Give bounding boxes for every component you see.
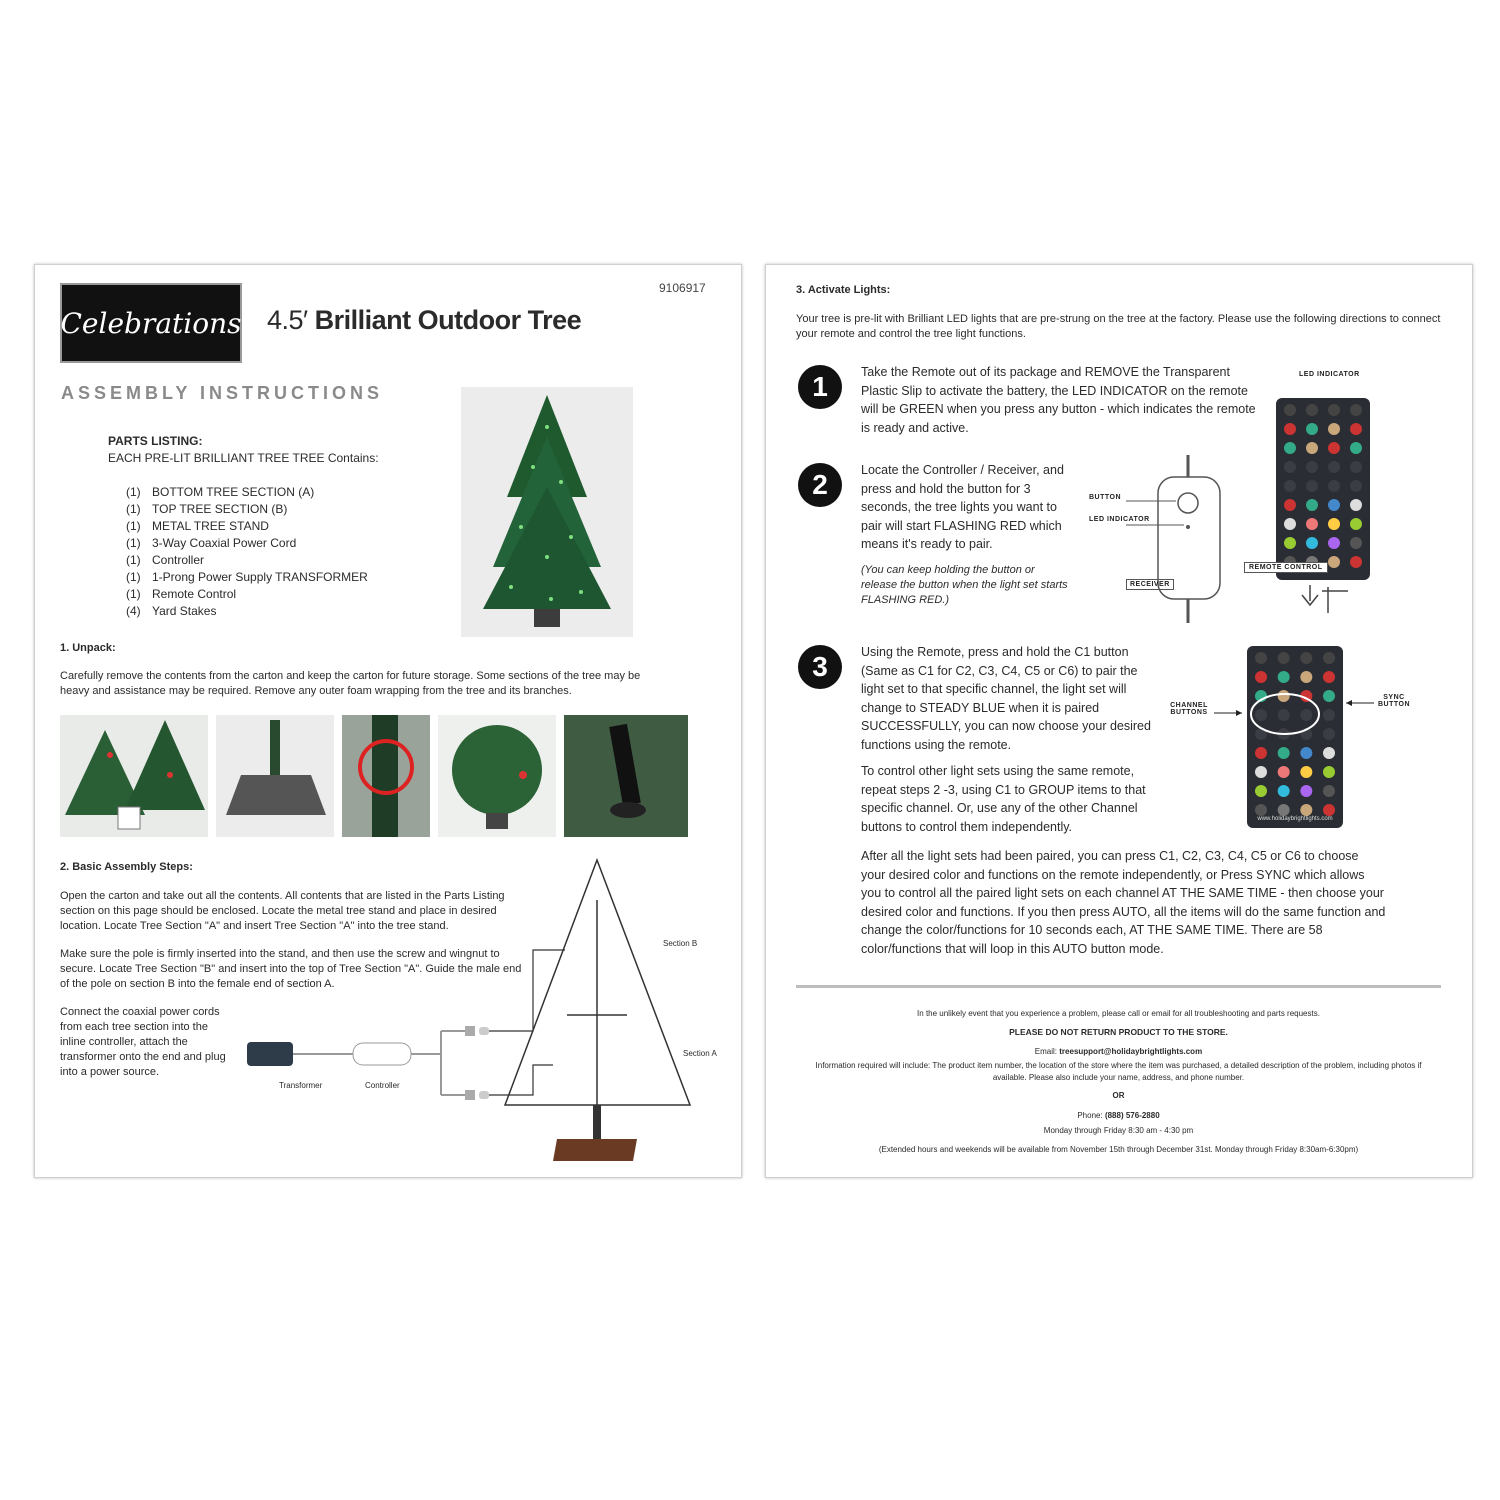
parts-heading: PARTS LISTING: xyxy=(108,434,203,448)
receiver-diagram xyxy=(1126,455,1256,625)
remote-button xyxy=(1350,480,1362,492)
remote-button xyxy=(1255,747,1267,759)
led-indicator-label: LED INDICATOR xyxy=(1299,371,1360,378)
remote-button xyxy=(1323,690,1335,702)
remote-button xyxy=(1350,423,1362,435)
remote-button xyxy=(1350,461,1362,473)
remote-control-image-2 xyxy=(1247,646,1343,828)
remote-button xyxy=(1350,404,1362,416)
footer-problem-line: In the unlikely event that you experience a problem, please call or email for all troubleshooting and parts requests. xyxy=(917,1009,1320,1018)
diagram-transformer-label: Transformer xyxy=(279,1081,323,1090)
footer-info-required: Information required will include: The product item number, the location of the store where the item was purchased, a detailed description of the problem, including photos if available. Please also include your name, address, and phone number. xyxy=(815,1061,1422,1082)
remote-button xyxy=(1284,442,1296,454)
parts-list-item: (4) Yard Stakes xyxy=(126,604,217,618)
parts-list-item: (1) Remote Control xyxy=(126,587,237,601)
step-1-number: 1 xyxy=(798,365,842,409)
remote-button xyxy=(1300,804,1312,816)
footer-hours: Monday through Friday 8:30 am - 4:30 pm xyxy=(1043,1126,1194,1135)
remote-button xyxy=(1300,747,1312,759)
unpack-photo-pole xyxy=(342,715,430,837)
instruction-page-right xyxy=(765,264,1473,1178)
title-name: Brilliant Outdoor Tree xyxy=(314,305,582,335)
remote-button xyxy=(1306,480,1318,492)
remote-button xyxy=(1255,671,1267,683)
footer-phone-number[interactable]: (888) 576-2880 xyxy=(1104,1111,1160,1120)
diagram-section-b-label: Section B xyxy=(663,939,698,948)
assembly-paragraph-1: Open the carton and take out all the contents. All contents that are listed in the Parts Listing section on this page should be enclosed. Locate the metal tree stand and place in desired location. Locate Tree Section "A" and insert Tree Section "A" into the tree stand. xyxy=(60,890,505,932)
remote-button xyxy=(1278,804,1290,816)
hand-press-icon xyxy=(1288,583,1358,617)
remote-button xyxy=(1300,785,1312,797)
assembly-steps-heading: 2. Basic Assembly Steps: xyxy=(60,861,193,873)
remote-button xyxy=(1300,709,1312,721)
parts-list-item: (1) Controller xyxy=(126,553,205,567)
remote-button xyxy=(1278,652,1290,664)
remote-button xyxy=(1284,537,1296,549)
remote-button xyxy=(1350,537,1362,549)
remote-button xyxy=(1328,499,1340,511)
footer-phone-label: Phone: xyxy=(1077,1111,1103,1120)
diagram-controller-label: Controller xyxy=(365,1081,400,1090)
remote-button xyxy=(1323,804,1335,816)
footer-phone-line xyxy=(806,1110,1431,1122)
remote-button xyxy=(1328,480,1340,492)
footer-or: OR xyxy=(1112,1091,1125,1100)
parts-list-item: (1) 3-Way Coaxial Power Cord xyxy=(126,536,297,550)
remote-button xyxy=(1350,518,1362,530)
remote-button xyxy=(1255,804,1267,816)
logo-text: Celebrations xyxy=(60,306,242,340)
remote-button xyxy=(1284,480,1296,492)
remote-button xyxy=(1284,518,1296,530)
step-3-text: Using the Remote, press and hold the C1 button (Same as C1 for C2, C3, C4, C5 or C6) to pair the light set to that specific channel, the light set will change to STEADY BLUE when it is paired SUCCESSFULLY, you can now choose your desired functions using the remote. xyxy=(861,645,1151,752)
remote-button xyxy=(1300,652,1312,664)
unpack-photo-stand xyxy=(216,715,334,837)
metal-stand-icon xyxy=(216,715,334,837)
sku-number: 9106917 xyxy=(659,281,706,295)
tree-top-icon xyxy=(438,715,556,837)
footer-email-label: Email: xyxy=(1034,1047,1058,1056)
remote-button xyxy=(1323,709,1335,721)
parts-list-item: (1) 1-Prong Power Supply TRANSFORMER xyxy=(126,570,368,584)
footer-divider xyxy=(796,985,1441,988)
assembly-diagram xyxy=(235,855,725,1165)
step-2-text: Locate the Controller / Receiver, and press and hold the button for 3 seconds, the tree lights you want to pair will start FLASHING RED which means it's ready to pair. xyxy=(861,463,1064,551)
remote-button xyxy=(1278,747,1290,759)
remote-url: www.holidaybrightlights.com xyxy=(1257,816,1333,822)
parts-list-item: (1) TOP TREE SECTION (B) xyxy=(126,502,288,516)
footer-email-link[interactable]: treesupport@holidaybrightlights.com xyxy=(1059,1047,1203,1056)
channel-buttons-label: CHANNEL BUTTONS xyxy=(1170,702,1208,716)
unpack-photo-cord xyxy=(564,715,688,837)
tree-sections-icon xyxy=(60,715,208,837)
title-size: 4.5′ xyxy=(267,305,308,335)
step-3-number: 3 xyxy=(798,645,842,689)
parts-list xyxy=(126,483,456,619)
remote-control-image xyxy=(1276,398,1370,580)
unpack-text: Carefully remove the contents from the carton and keep the carton for future storage. Some sections of the tree may be heavy and assistance may be required. Remove any outer foam wrapping from the tree and its branches. xyxy=(60,670,641,697)
parts-list-item: (1) BOTTOM TREE SECTION (A) xyxy=(126,485,315,499)
receiver-label: RECEIVER xyxy=(1126,579,1174,590)
step-2-note: (You can keep holding the button or release the button when the light set starts FLASHING RED.) xyxy=(861,564,1068,606)
remote-button xyxy=(1278,671,1290,683)
remote-button xyxy=(1278,766,1290,778)
remote-button xyxy=(1323,766,1335,778)
parts-list-item: (1) METAL TREE STAND xyxy=(126,519,269,533)
remote-button xyxy=(1255,652,1267,664)
parts-intro: EACH PRE-LIT BRILLIANT TREE TREE Contains: xyxy=(108,451,379,465)
remote-button xyxy=(1255,785,1267,797)
remote-button xyxy=(1328,404,1340,416)
led-indicator-label-receiver: LED INDICATOR xyxy=(1089,516,1150,523)
remote-icon xyxy=(1276,398,1370,580)
assembly-paragraph-2: Make sure the pole is firmly inserted into the stand, and then use the screw and wingnut to secure. Locate Tree Section "B" and insert into the top of Tree Section "A". Guide the male end of the pole on section B into the female end of section A. xyxy=(60,948,522,990)
remote-control-label: REMOTE CONTROL xyxy=(1244,562,1328,573)
remote-button xyxy=(1323,785,1335,797)
remote-button xyxy=(1323,671,1335,683)
unpack-photo-top xyxy=(438,715,556,837)
footer-extended-hours: (Extended hours and weekends will be available from November 15th through December 31st. Monday through Friday 8:30am-6:30pm) xyxy=(878,1145,1359,1154)
remote-button xyxy=(1323,652,1335,664)
assembly-heading: ASSEMBLY INSTRUCTIONS xyxy=(61,383,384,403)
remote-button xyxy=(1328,537,1340,549)
remote-button xyxy=(1328,556,1340,568)
remote-button xyxy=(1255,766,1267,778)
remote-button xyxy=(1328,461,1340,473)
remote-button xyxy=(1306,461,1318,473)
sync-button-label: SYNC BUTTON xyxy=(1377,694,1411,708)
remote-button xyxy=(1306,423,1318,435)
remote-button xyxy=(1278,785,1290,797)
remote-button xyxy=(1306,518,1318,530)
remote-button xyxy=(1328,518,1340,530)
tree-icon xyxy=(461,387,633,637)
footer-do-not-return: PLEASE DO NOT RETURN PRODUCT TO THE STORE. xyxy=(1009,1027,1228,1037)
remote-button xyxy=(1300,671,1312,683)
button-label: BUTTON xyxy=(1089,494,1122,501)
remote-icon-2 xyxy=(1247,646,1343,828)
activate-heading: 3. Activate Lights: xyxy=(796,284,891,296)
remote-button xyxy=(1278,690,1290,702)
remote-button xyxy=(1284,499,1296,511)
activate-intro: Your tree is pre-lit with Brilliant LED lights that are pre-strung on the tree at the factory. Please use the following directions to connect your remote and control the tree light functions. xyxy=(796,313,1441,340)
unpack-heading: 1. Unpack: xyxy=(60,642,116,654)
celebrations-logo xyxy=(60,283,242,363)
remote-button xyxy=(1278,709,1290,721)
step-1-text: Take the Remote out of its package and REMOVE the Transparent Plastic Slip to activate the battery, the LED INDICATOR on the remote will be GREEN when you press any button - which indicates the remote is ready and active. xyxy=(861,365,1256,435)
transformer-icon xyxy=(247,1042,293,1066)
remote-button xyxy=(1350,556,1362,568)
arrow-right-icon xyxy=(1214,708,1244,718)
instruction-page-left xyxy=(34,264,742,1178)
remote-button xyxy=(1306,537,1318,549)
pole-insert-icon xyxy=(342,715,430,837)
footer-email-line xyxy=(806,1046,1431,1058)
unpack-photo-sections xyxy=(60,715,208,837)
step-3-text-2: To control other light sets using the same remote, repeat steps 2 -3, using C1 to GROUP items to that specific channel. Or, use any of the other Channel buttons to control them independently. xyxy=(861,764,1146,834)
remote-button xyxy=(1306,442,1318,454)
remote-button xyxy=(1284,423,1296,435)
remote-button xyxy=(1284,461,1296,473)
remote-button xyxy=(1284,404,1296,416)
diagram-section-a-label: Section A xyxy=(683,1049,717,1058)
arrow-left-icon xyxy=(1344,698,1374,708)
remote-button xyxy=(1323,728,1335,740)
assembly-paragraph-3: Connect the coaxial power cords from each tree section into the inline controller, attach the transformer onto the end and plug into a power source. xyxy=(60,1006,226,1078)
tree-photo xyxy=(461,387,633,637)
power-cord-icon xyxy=(564,715,688,837)
remote-button xyxy=(1300,766,1312,778)
tree-stand-icon xyxy=(553,1139,637,1161)
controller-icon xyxy=(353,1043,411,1065)
remote-button xyxy=(1328,442,1340,454)
remote-button xyxy=(1328,423,1340,435)
remote-button xyxy=(1255,709,1267,721)
page-title xyxy=(267,305,581,336)
remote-button xyxy=(1306,404,1318,416)
remote-button xyxy=(1306,499,1318,511)
step-3-text-3: After all the light sets had been paired, you can press C1, C2, C3, C4, C5 or C6 to choose your desired color and functions on the remote independently, or Press SYNC which allows you to control all the paired light sets on each channel AT THE SAME TIME - then choose your desired color and functions. If you then press AUTO, all the items will do the same function and change the color/functions for 10 seconds each, AT THE SAME TIME. There are 58 color/functions that will loop in this AUTO button mode. xyxy=(861,849,1386,956)
remote-button xyxy=(1350,499,1362,511)
remote-button xyxy=(1323,747,1335,759)
step-2-number: 2 xyxy=(798,463,842,507)
remote-button xyxy=(1350,442,1362,454)
